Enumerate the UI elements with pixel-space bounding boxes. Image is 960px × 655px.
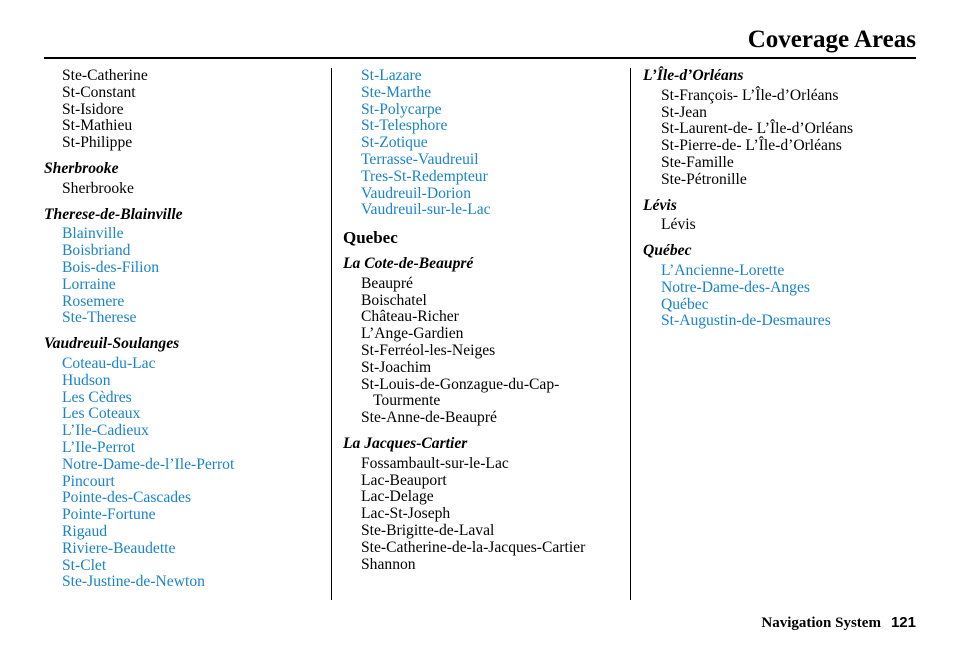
place-name[interactable]: Terrasse-Vaudreuil xyxy=(361,150,479,168)
place-name: St-Constant xyxy=(62,83,136,101)
region-heading: Lévis xyxy=(643,196,677,214)
place-name[interactable]: Les Cèdres xyxy=(62,388,132,406)
region-heading: La Jacques-Cartier xyxy=(343,434,468,452)
place-name[interactable]: Ste-Therese xyxy=(62,309,137,327)
place-name: St-Mathieu xyxy=(62,117,133,135)
place-name: Beaupré xyxy=(361,274,413,292)
place-name: St-Pierre-de- L’Île-d’Orléans xyxy=(661,137,842,155)
place-name[interactable]: Rigaud xyxy=(62,522,108,540)
footer-section: Navigation System xyxy=(761,615,881,631)
place-name[interactable]: St-Lazare xyxy=(361,67,422,84)
place-name: Ste-Catherine xyxy=(62,67,148,84)
place-name: Ste-Famille xyxy=(661,153,734,171)
coverage-column-2 xyxy=(343,68,621,573)
place-name[interactable]: Rosemere xyxy=(62,292,125,310)
header-rule xyxy=(44,57,916,59)
page-number: 121 xyxy=(890,614,916,631)
place-name[interactable]: Lorraine xyxy=(62,275,116,293)
coverage-column-1 xyxy=(44,68,324,591)
place-name: Boischatel xyxy=(361,291,427,309)
place-name: Ste-Pétronille xyxy=(661,170,747,188)
place-name[interactable]: Vaudreuil-sur-le-Lac xyxy=(361,201,491,219)
place-name: St-Joachim xyxy=(361,358,432,376)
page-title: Coverage Areas xyxy=(747,26,916,53)
place-name[interactable]: Coteau-du-Lac xyxy=(62,354,156,372)
place-name[interactable]: St-Polycarpe xyxy=(361,100,442,118)
place-name: St-Philippe xyxy=(62,134,133,152)
place-name: Château-Richer xyxy=(361,308,459,326)
region-heading: Québec xyxy=(643,242,692,260)
coverage-column-3 xyxy=(643,68,919,330)
place-name[interactable]: L’Ile-Perrot xyxy=(62,438,136,456)
region-heading: Sherbrooke xyxy=(44,159,119,177)
place-name[interactable]: Hudson xyxy=(62,371,111,389)
place-name: Lac-St-Joseph xyxy=(361,505,451,523)
place-name[interactable]: St-Augustin-de-Desmaures xyxy=(661,312,831,330)
place-name: Shannon xyxy=(361,555,416,573)
place-name[interactable]: Québec xyxy=(661,295,709,313)
place-name[interactable]: Bois-des-Filion xyxy=(62,258,160,276)
place-name[interactable]: Pointe-des-Cascades xyxy=(62,489,192,507)
region-heading: La Cote-de-Beaupré xyxy=(343,254,474,272)
place-name[interactable]: Boisbriand xyxy=(62,242,131,260)
place-name[interactable]: Pincourt xyxy=(62,472,115,490)
place-name[interactable]: St-Clet xyxy=(62,556,107,574)
place-name: St-Laurent-de- L’Île-d’Orléans xyxy=(661,120,854,138)
place-name: Ste-Catherine-de-la-Jacques-Cartier xyxy=(361,538,586,556)
place-name[interactable]: Notre-Dame-de-l’Ile-Perrot xyxy=(62,455,235,473)
column-divider xyxy=(630,68,631,600)
place-name: St-François- L’Île-d’Orléans xyxy=(661,86,839,104)
place-name[interactable]: St-Zotique xyxy=(361,134,428,152)
place-name: Lac-Beauport xyxy=(361,471,447,489)
place-name[interactable]: Notre-Dame-des-Anges xyxy=(661,278,810,296)
place-name[interactable]: Les Coteaux xyxy=(62,405,141,423)
place-name: St-Ferréol-les-Neiges xyxy=(361,341,496,359)
place-name[interactable]: Blainville xyxy=(62,225,124,243)
place-name: St-Isidore xyxy=(62,100,124,118)
place-name[interactable]: Riviere-Beaudette xyxy=(62,539,176,557)
place-name: Ste-Brigitte-de-Laval xyxy=(361,521,495,539)
place-name[interactable]: L’Ile-Cadieux xyxy=(62,422,149,440)
column-divider xyxy=(331,68,332,600)
place-name[interactable]: Pointe-Fortune xyxy=(62,506,156,524)
place-name: Lac-Delage xyxy=(361,488,434,506)
place-name: St-Louis-de-Gonzague-du-Cap-Tourmente xyxy=(361,375,560,410)
region-heading: L’Île-d’Orléans xyxy=(643,67,744,84)
place-name: Sherbrooke xyxy=(62,179,134,197)
place-name[interactable]: St-Telesphore xyxy=(361,117,448,135)
region-heading: Vaudreuil-Soulanges xyxy=(44,335,180,353)
page-footer xyxy=(761,614,916,632)
place-name[interactable]: Ste-Marthe xyxy=(361,83,432,101)
place-name: Ste-Anne-de-Beaupré xyxy=(361,409,497,427)
region-heading: Therese-de-Blainville xyxy=(44,205,183,223)
place-name: Lévis xyxy=(661,216,696,234)
place-name[interactable]: Ste-Justine-de-Newton xyxy=(62,573,205,591)
province-heading: Quebec xyxy=(343,228,398,248)
place-name: St-Jean xyxy=(661,103,707,121)
place-name: Fossambault-sur-le-Lac xyxy=(361,454,509,472)
place-name[interactable]: L’Ancienne-Lorette xyxy=(661,261,785,279)
place-name: L’Ange-Gardien xyxy=(361,325,464,343)
place-name[interactable]: Vaudreuil-Dorion xyxy=(361,184,471,202)
place-name[interactable]: Tres-St-Redempteur xyxy=(361,167,488,185)
